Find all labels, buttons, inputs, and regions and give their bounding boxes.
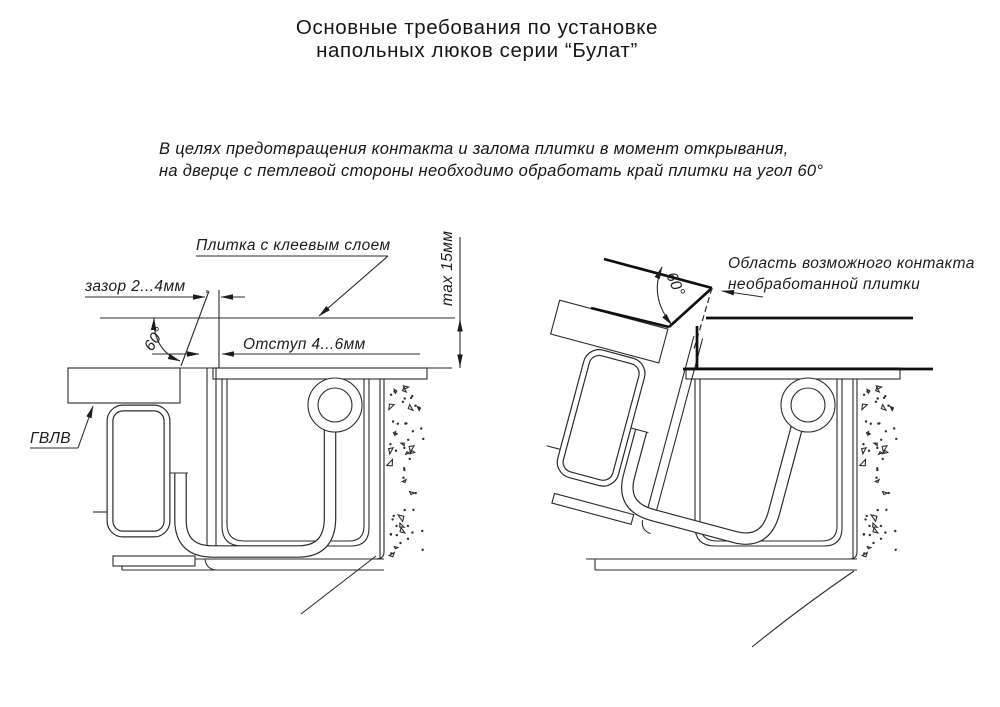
opening-view-annotations [591,255,975,647]
angle-label: 60° [662,269,688,300]
intro-line-2: на дверце с петлевой стороны необходимо обработать край плитки на угол 60° [159,161,824,180]
section-break-line [752,571,854,647]
intro-line-1: В целях предотвращения контакта и залома плитки в момент открывания, [159,140,789,158]
tile-bevel-60 [181,291,209,366]
tilted-tile-bottom [591,308,669,327]
fixed-tile-outline [683,318,933,369]
tile-gap-lines [207,290,219,368]
offset-dim-label: Отступ 4...6мм [243,336,366,353]
contact-area-label-2: необработанной плитки [728,276,921,293]
contact-area-label-1: Область возможного контакта [728,255,975,272]
gap-dim-label: зазор 2...4мм [85,278,186,295]
max-thickness-label: max 15мм [439,230,456,306]
angle-label: 60° [141,324,169,355]
opening-hatch-view [507,255,974,647]
closed-hatch-view [30,231,460,614]
title-line-2: напольных люков серии “Булат” [316,39,638,62]
gvl-leader-line [78,406,93,448]
tile-layer-label: Плитка с клеевым слоем [196,237,391,254]
title-line-1: Основные требования по установке [295,16,659,39]
section-break-line [301,556,376,614]
tile-leader-line [319,256,388,316]
gvl-board-label: ГВЛВ [30,430,71,447]
